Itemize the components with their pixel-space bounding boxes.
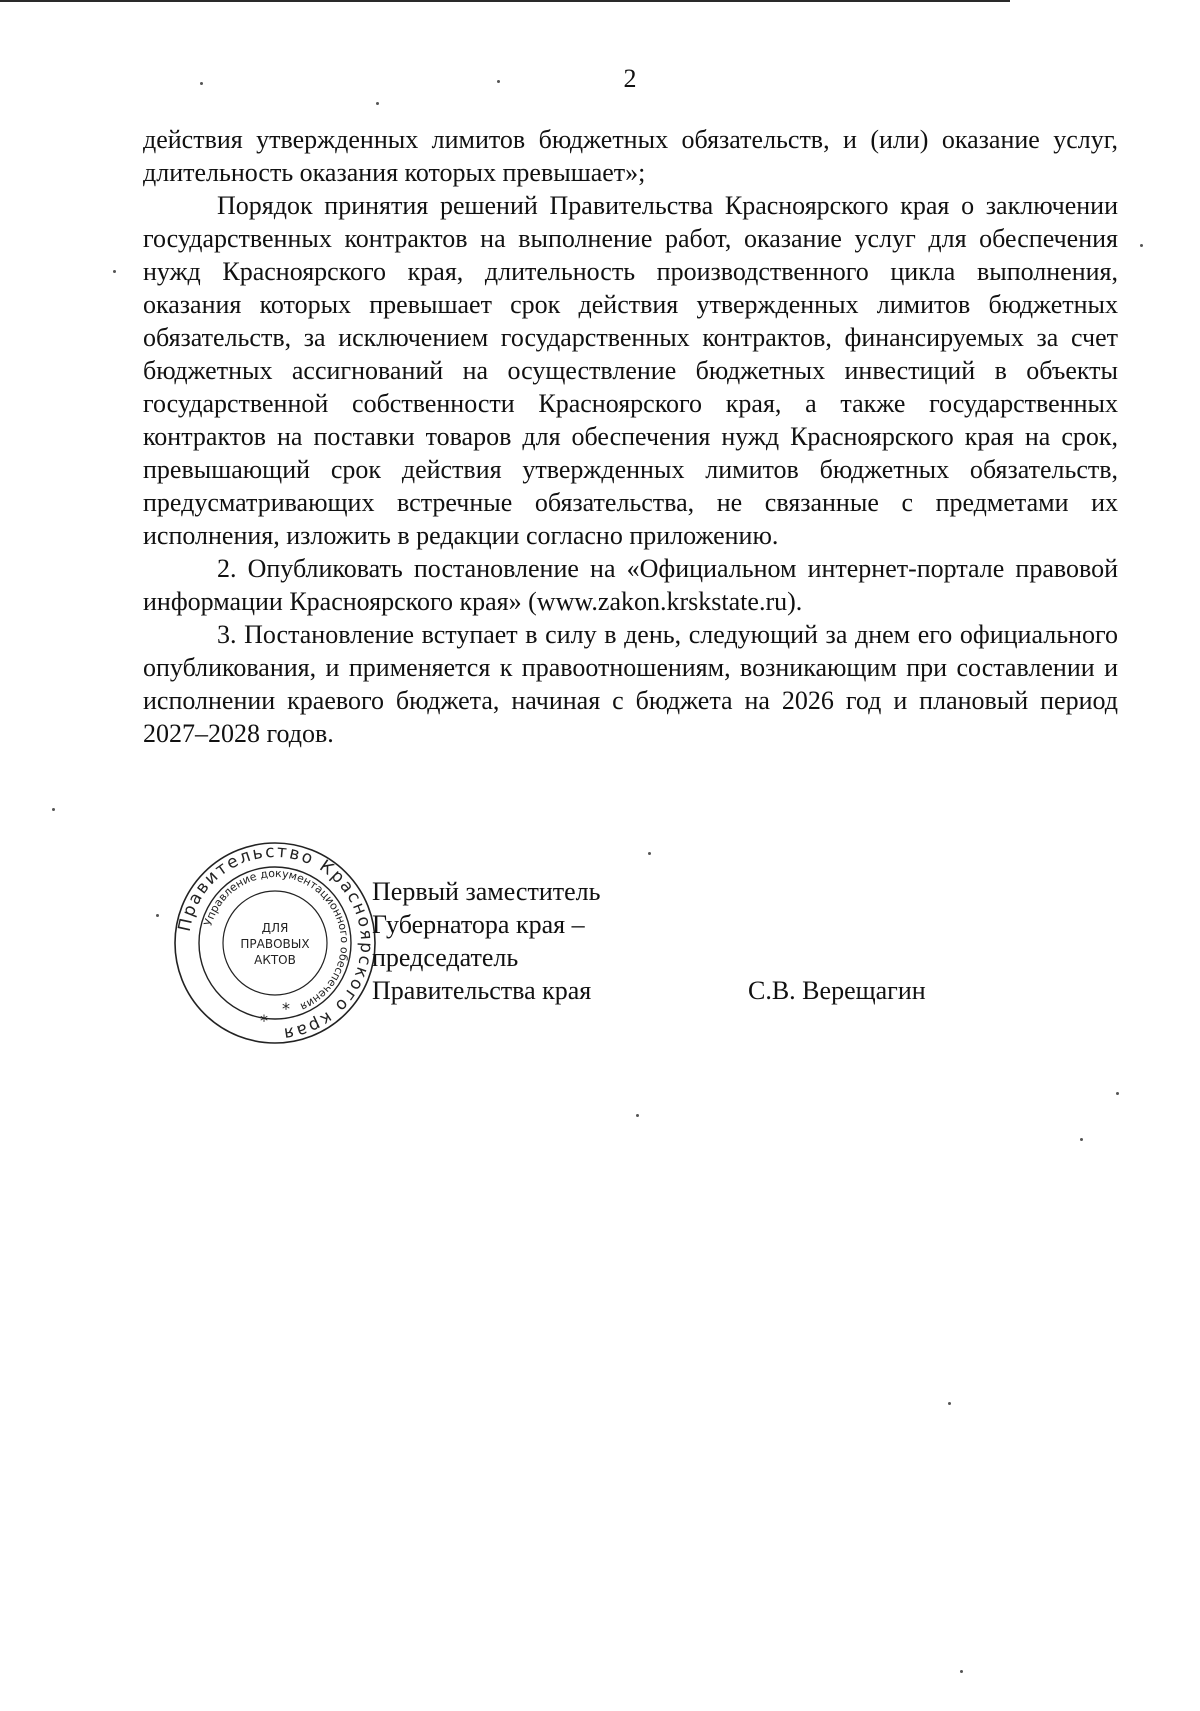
scan-speck — [636, 1114, 639, 1117]
top-edge-line — [0, 0, 1010, 2]
scan-speck — [52, 808, 55, 811]
seal-center-line3: АКТОВ — [254, 953, 296, 967]
seal-center-line2: ПРАВОВЫХ — [240, 937, 310, 951]
paragraph-continuation: действия утвержденных лимитов бюджетных обязательств, и (или) оказание услуг, длительность оказания которых превышает»; — [143, 125, 1118, 187]
official-seal — [170, 838, 380, 1048]
scan-speck — [648, 852, 651, 855]
scan-speck — [1140, 244, 1143, 247]
document-body — [143, 123, 1118, 750]
signatory-title-line4: Правительства края — [372, 976, 592, 1005]
scan-speck — [1080, 1138, 1083, 1141]
scan-speck — [497, 80, 500, 83]
signatory-title-line1: Первый заместитель — [372, 877, 601, 906]
signatory-title — [372, 875, 600, 1007]
signatory-title-line3: председатель — [372, 943, 519, 972]
paragraph-effective-date: 3. Постановление вступает в силу в день, следующий за днем его официального опубликования, и применяется к правоотношениям, возникающим при составлении и исполнении краевого бюджета, начиная с бюджета на 2026 год и плановый период 2027–2028 годов. — [143, 620, 1118, 748]
signatory-name: С.В. Верещагин — [748, 976, 926, 1005]
scan-speck — [113, 270, 116, 273]
scan-speck — [156, 914, 159, 917]
scan-speck — [948, 1402, 951, 1405]
page-number: 2 — [623, 64, 637, 93]
scan-speck — [1116, 1092, 1119, 1095]
paragraph-procedure: Порядок принятия решений Правительства Красноярского края о заключении государственных контрактов на выполнение работ, оказание услуг для обеспечения нужд Красноярского края, длительность производственного цикла выполнения, оказания которых превышает срок действия утвержденных лимитов бюджетных обязательств, за исключением государственных контрактов, финансируемых за счет бюджетных ассигнований на осуществление бюджетных инвестиций в объекты государственной собственности Красноярского края, а также государственных контрактов на поставки товаров для обеспечения нужд Красноярского края на срок, превышающий срок действия утвержденных лимитов бюджетных обязательств, предусматривающих встречные обязательства, не связанные с предметами их исполнения, изложить в редакции согласно приложению. — [143, 191, 1118, 550]
scan-speck — [960, 1670, 963, 1673]
seal-center-line1: ДЛЯ — [261, 921, 289, 935]
signatory-title-line2: Губернатора края – — [372, 910, 585, 939]
paragraph-publish: 2. Опубликовать постановление на «Официальном интернет-портале правовой информации Красноярского края» (www.zakon.krskstate.ru). — [143, 554, 1118, 616]
scan-speck — [200, 82, 203, 85]
seal-inner-text: Управление документационного обеспечения — [201, 866, 352, 1014]
seal-star-1: * — [260, 1011, 268, 1030]
seal-star-2: * — [282, 999, 290, 1018]
seal-outer-text: Правительство Красноярского края — [174, 841, 377, 1044]
scan-speck — [376, 102, 379, 105]
